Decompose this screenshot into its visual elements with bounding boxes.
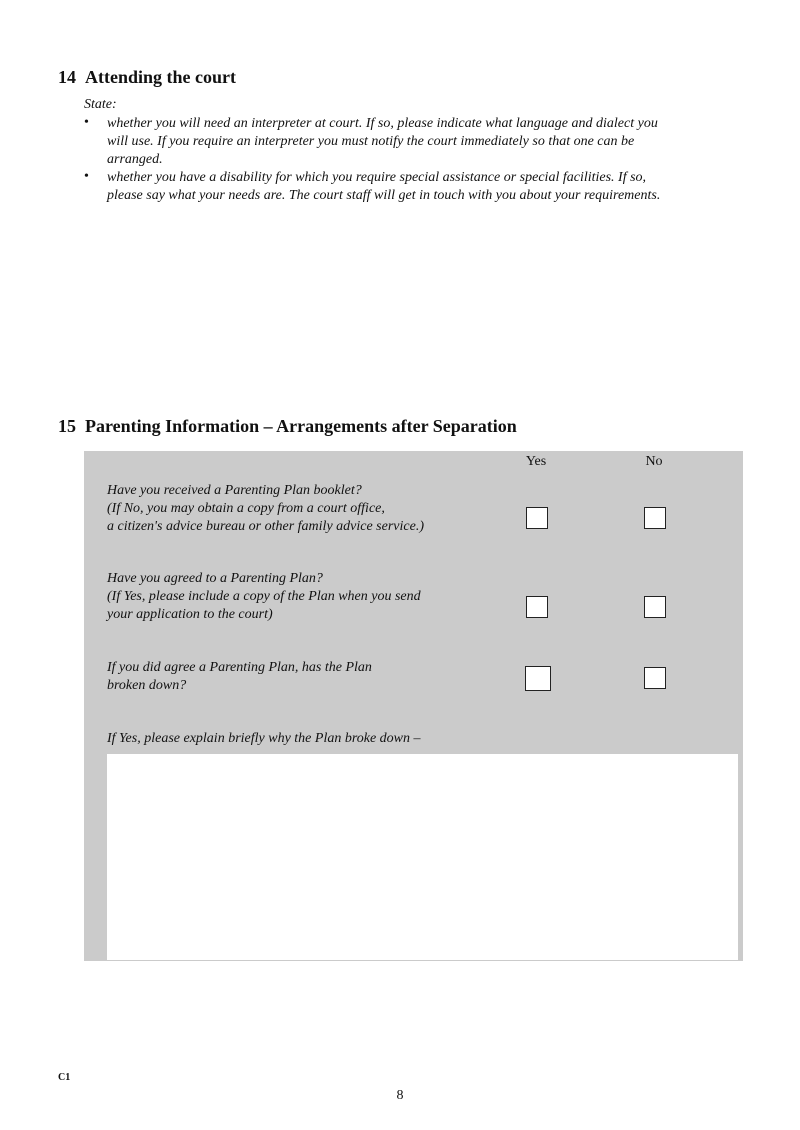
question-3-line-2: broken down? bbox=[107, 678, 187, 693]
question-1-line-1: Have you received a Parenting Plan booklet? bbox=[107, 483, 362, 498]
form-code: C1 bbox=[58, 1072, 71, 1083]
yes-column-header: Yes bbox=[525, 454, 547, 469]
agreed-plan-no-checkbox[interactable] bbox=[644, 596, 666, 618]
state-label: State: bbox=[84, 97, 117, 112]
question-2-line-2: (If Yes, please include a copy of the Plan when you send bbox=[107, 589, 421, 604]
bullet-2-line-1: whether you have a disability for which you require special assistance or special facilities. If so, bbox=[107, 170, 647, 185]
section-15-title: Parenting Information – Arrangements after Separation bbox=[85, 416, 517, 436]
question-1-line-2: (If No, you may obtain a copy from a court office, bbox=[107, 501, 385, 516]
booklet-no-checkbox[interactable] bbox=[644, 507, 666, 529]
section-14-title: Attending the court bbox=[85, 67, 236, 87]
section-14-bullet-1 bbox=[107, 115, 658, 169]
bullet-1-line-2: will use. If you require an interpreter you must notify the court immediately so that one can be bbox=[107, 134, 635, 149]
explain-prompt: If Yes, please explain briefly why the Plan broke down – bbox=[107, 731, 421, 746]
bullet-2-line-2: please say what your needs are. The court staff will get in touch with you about your requirements. bbox=[107, 188, 661, 203]
question-3-line-1: If you did agree a Parenting Plan, has the Plan bbox=[107, 660, 372, 675]
booklet-yes-checkbox[interactable] bbox=[526, 507, 548, 529]
question-booklet bbox=[107, 482, 424, 536]
bullet-1-line-1: whether you will need an interpreter at court. If so, please indicate what language and dialect you bbox=[107, 116, 658, 131]
question-agreed-plan bbox=[107, 570, 421, 624]
plan-broken-yes-checkbox[interactable] bbox=[525, 666, 551, 691]
bullet-glyph: • bbox=[84, 169, 89, 184]
explain-answer-box[interactable] bbox=[107, 754, 738, 960]
question-2-line-3: your application to the court) bbox=[107, 607, 273, 622]
bullet-1-line-3: arranged. bbox=[107, 152, 163, 167]
question-2-line-1: Have you agreed to a Parenting Plan? bbox=[107, 571, 323, 586]
bullet-glyph: • bbox=[84, 115, 89, 130]
agreed-plan-yes-checkbox[interactable] bbox=[526, 596, 548, 618]
page-number: 8 bbox=[396, 1088, 404, 1103]
question-plan-broken-down bbox=[107, 659, 372, 695]
section-14-answer-area[interactable] bbox=[84, 215, 740, 395]
plan-broken-no-checkbox[interactable] bbox=[644, 667, 666, 689]
question-1-line-3: a citizen's advice bureau or other family advice service.) bbox=[107, 519, 424, 534]
section-15-number: 15 bbox=[58, 416, 76, 436]
no-column-header: No bbox=[645, 454, 663, 469]
section-14-number: 14 bbox=[58, 67, 76, 87]
section-14-bullet-2 bbox=[107, 169, 660, 205]
